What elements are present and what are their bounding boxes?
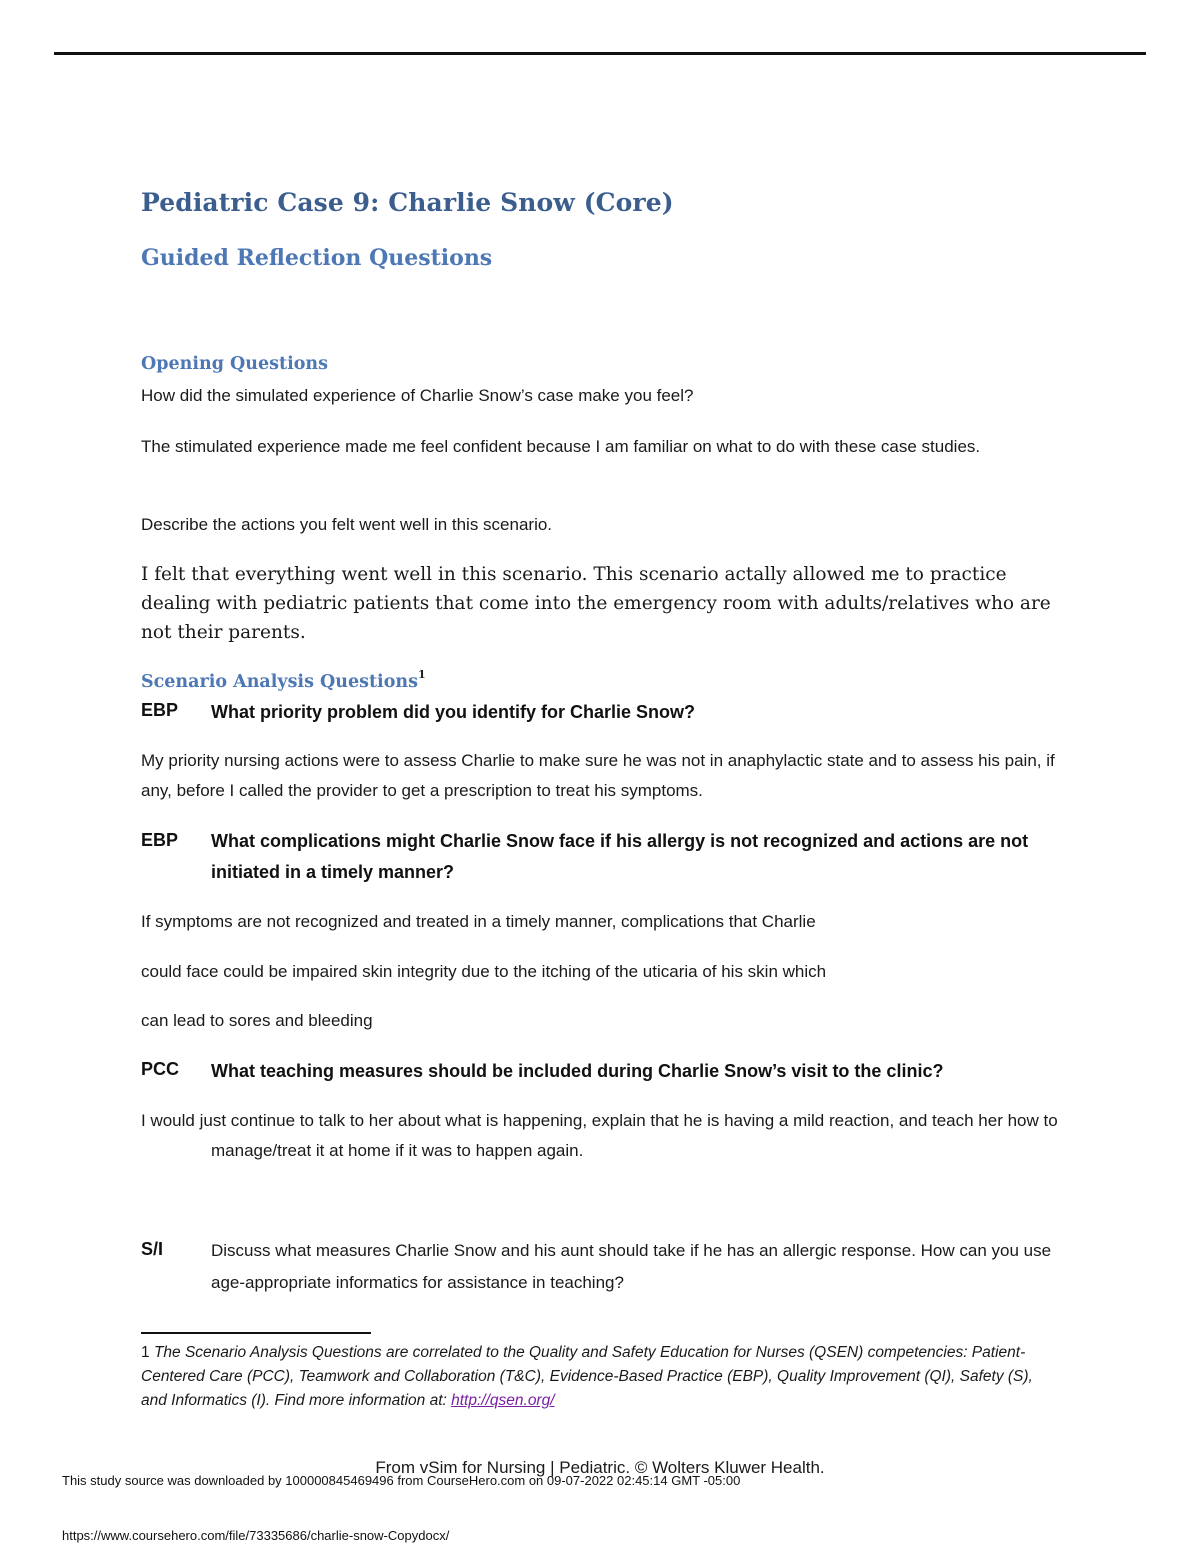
scenario-analysis-heading: [141, 670, 426, 692]
question-tag: S/I: [141, 1239, 164, 1259]
footnote-rule: [141, 1332, 371, 1334]
qsen-link[interactable]: http://qsen.org/: [451, 1392, 555, 1409]
scenario-answer-2-line-1: If symptoms are not recognized and treated in a timely manner, complications that Charlie: [141, 912, 816, 931]
scenario-answer-3: I would just continue to talk to her about what is happening, explain that he is having a mild reaction, and teach her how to manage/treat it at home if it was to happen again.: [141, 1111, 1058, 1160]
scenario-analysis-heading-text: Scenario Analysis Questions: [141, 671, 418, 692]
opening-questions-heading: Opening Questions: [141, 354, 328, 374]
question-tag: EBP: [141, 700, 179, 720]
scenario-question-2: What complications might Charlie Snow face if his allergy is not recognized and actions are not initiated in a timely manner?: [211, 831, 1029, 882]
scenario-answer-2-line-3: can lead to sores and bleeding: [141, 1011, 373, 1030]
scenario-answer-2-line-2: could face could be impaired skin integrity due to the itching of the uticaria of his skin which: [141, 962, 827, 981]
opening-answer-2: I felt that everything went well in this scenario. This scenario actally allowed me to practice dealing with pediatric patients that come into the emergency room with adults/relatives who are not their parents.: [141, 564, 1051, 643]
scenario-question-3: What teaching measures should be included during Charlie Snow’s visit to the clinic?: [211, 1061, 944, 1081]
footnote-mark: 1: [417, 668, 426, 681]
page-subtitle: Guided Reflection Questions: [141, 245, 493, 271]
footnote-number: 1: [141, 1344, 150, 1361]
question-tag: PCC: [141, 1059, 180, 1079]
top-rule: [54, 52, 1146, 55]
page-footer: From vSim for Nursing | Pediatric. © Wolters Kluwer Health.: [375, 1458, 825, 1477]
page-title: Pediatric Case 9: Charlie Snow (Core): [141, 188, 674, 217]
opening-question-1: How did the simulated experience of Charlie Snow’s case make you feel?: [141, 386, 694, 405]
opening-question-2: Describe the actions you felt went well in this scenario.: [141, 515, 553, 534]
scenario-question-1: What priority problem did you identify for Charlie Snow?: [211, 702, 696, 722]
scenario-question-4: Discuss what measures Charlie Snow and his aunt should take if he has an allergic response. How can you use age-appropriate informatics for assistance in teaching?: [211, 1241, 1052, 1292]
source-url[interactable]: https://www.coursehero.com/file/73335686/charlie-snow-Copydocx/: [62, 1528, 450, 1543]
opening-answer-1: The stimulated experience made me feel confident because I am familiar on what to do with these case studies.: [141, 437, 981, 456]
study-source-notice: This study source was downloaded by 100000845469496 from CourseHero.com on 09-07-2022 02:45:14 GMT -05:00: [62, 1473, 741, 1488]
footnote-text: The Scenario Analysis Questions are correlated to the Quality and Safety Education for Nurses (QSEN) competencies: Patient-Centered Care (PCC), Teamwork and Collaboration (T&C), Evidence-Based Practice (EBP), Quality Improvement (QI), Safety (S), and Informatics (I). Find more information at:: [141, 1344, 1033, 1409]
footnote: [141, 1341, 1061, 1413]
scenario-answer-1: My priority nursing actions were to assess Charlie to make sure he was not in anaphylactic state and to assess his pain, if any, before I called the provider to get a prescription to treat his symptoms.: [141, 751, 1055, 800]
question-tag: EBP: [141, 830, 179, 850]
